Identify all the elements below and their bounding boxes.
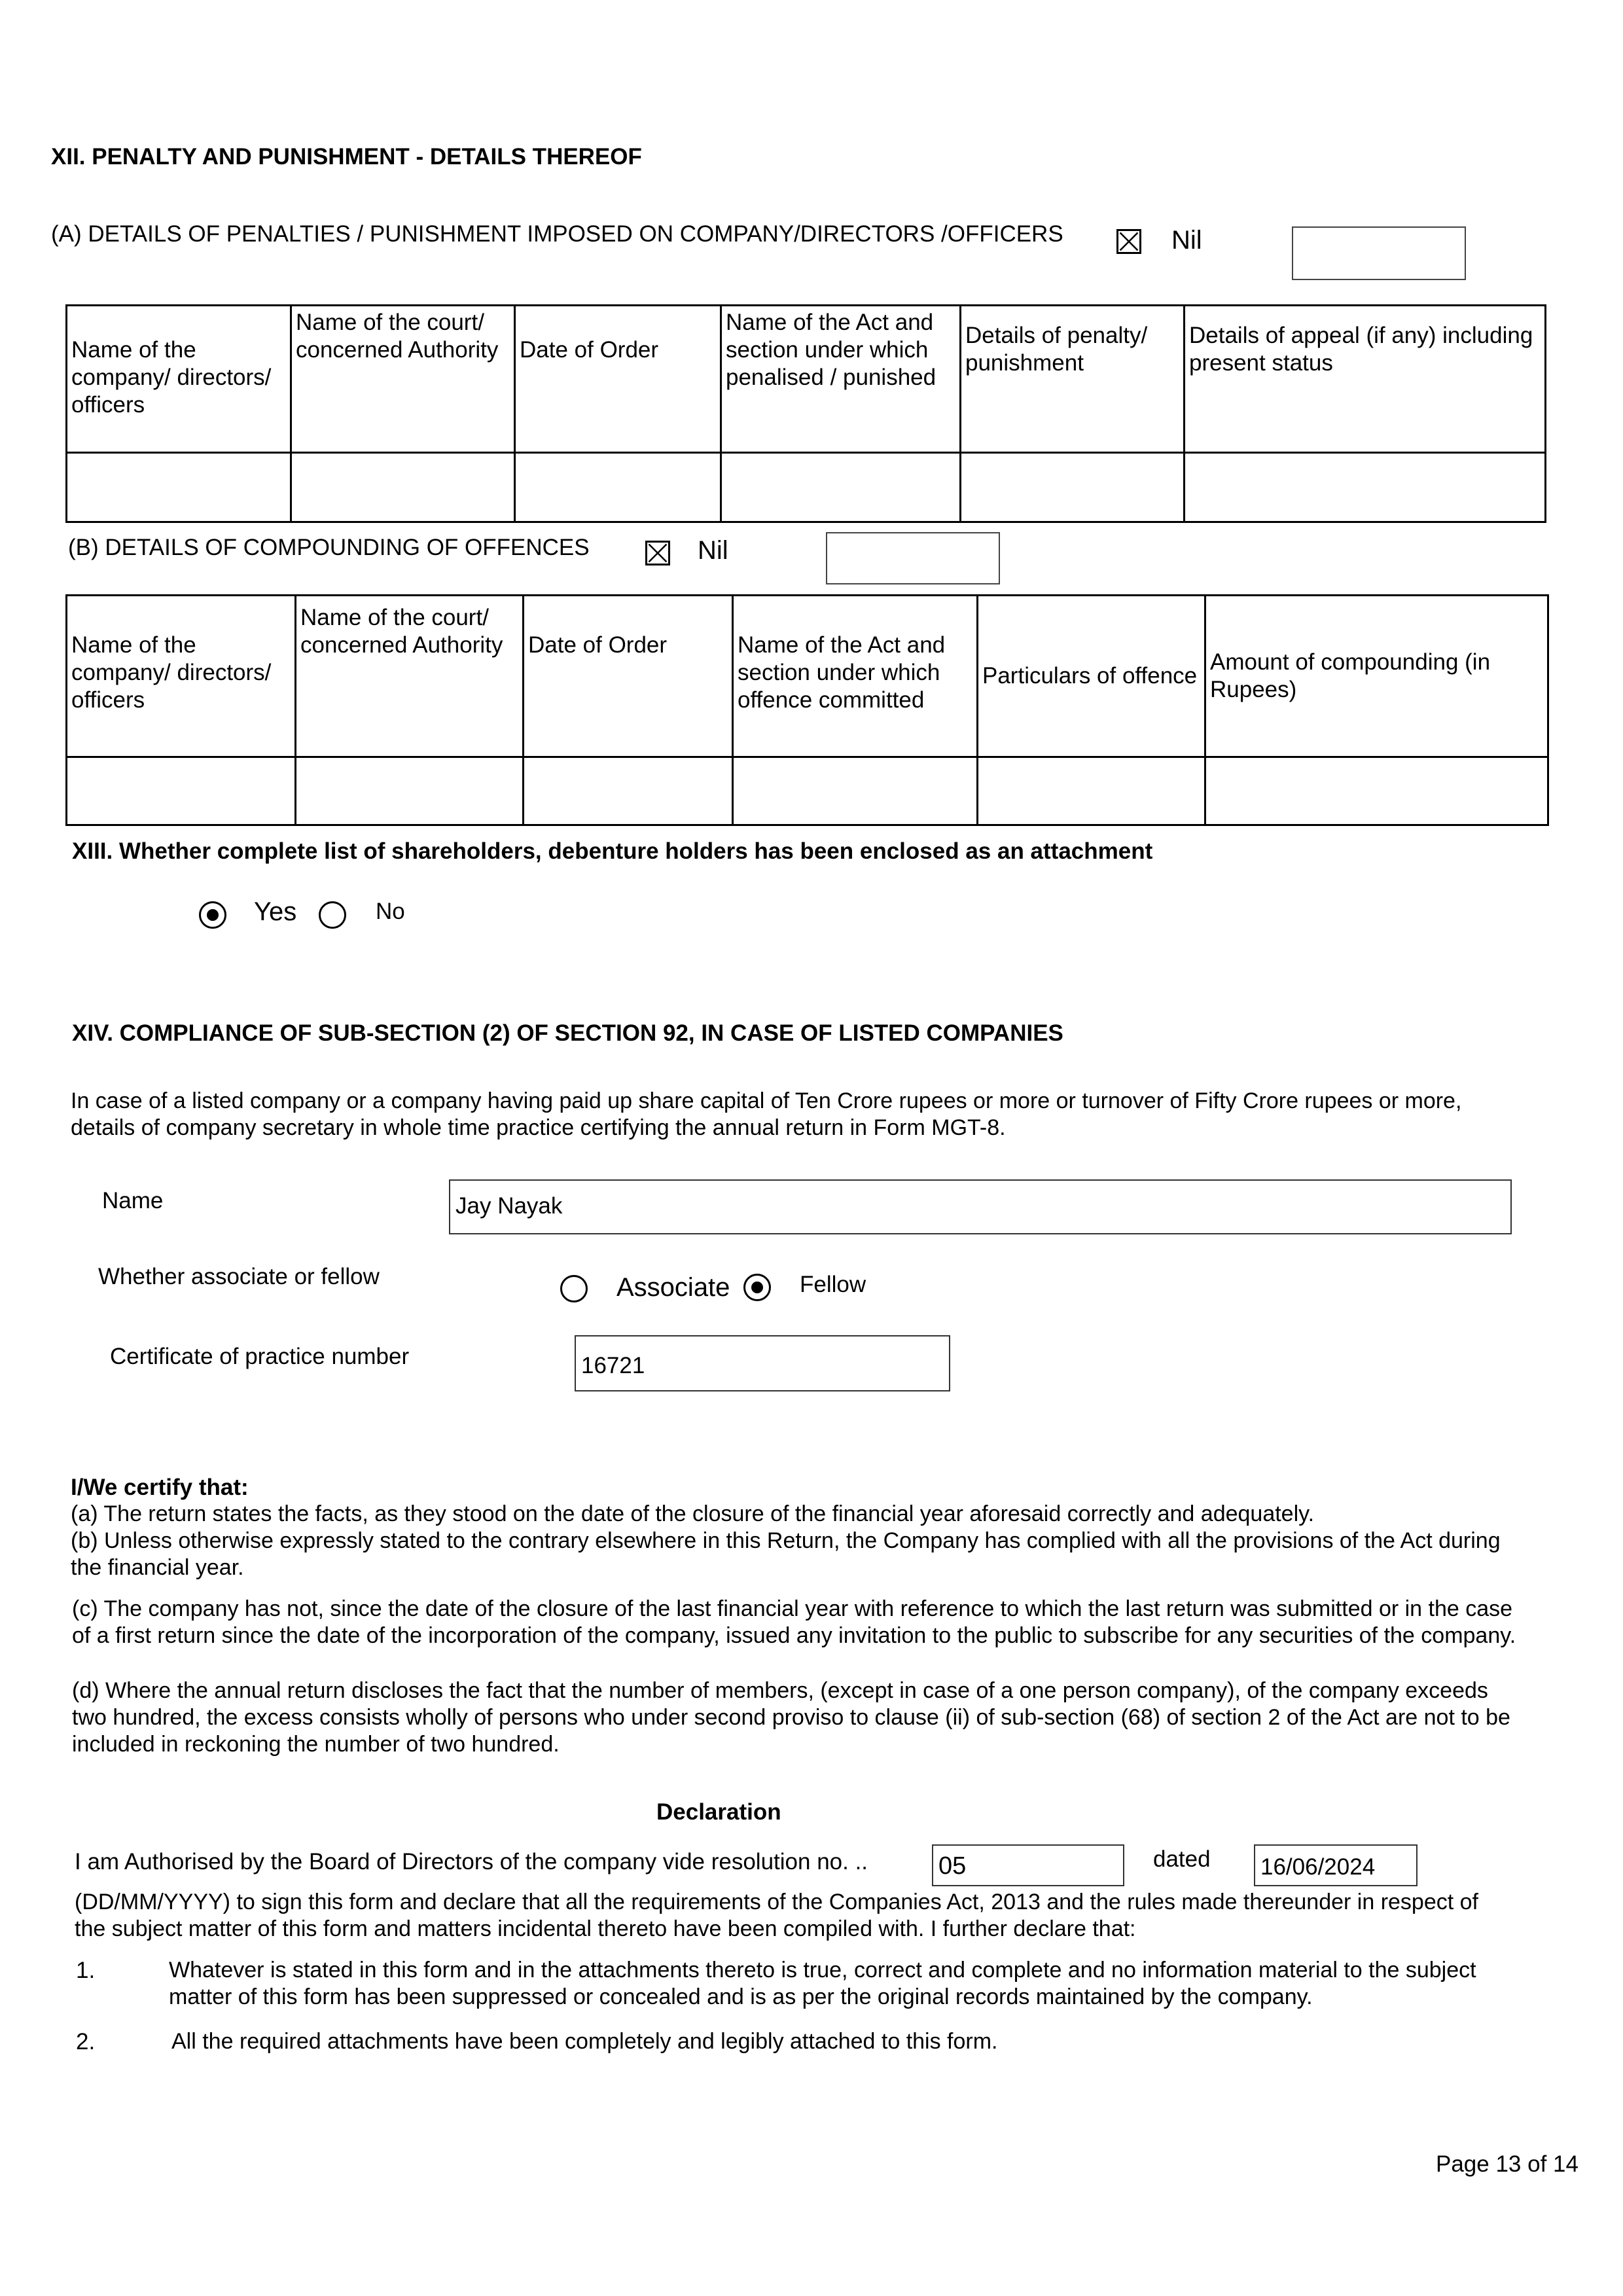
declaration-item-text: All the required attachments have been completely and legibly attached to this form. — [171, 2029, 998, 2054]
table-row — [67, 757, 1548, 825]
cop-label: Certificate of practice number — [110, 1344, 410, 1369]
certify-b: (b) Unless otherwise expressly stated to the contrary elsewhere in this Return, the Company has complied with all the provisions of the Act during the financial year. — [71, 1528, 1501, 1580]
table-header-cell: Particulars of offence — [978, 596, 1205, 757]
shareholders-yes-label: Yes — [254, 897, 297, 926]
table-cell[interactable] — [291, 453, 515, 522]
checkbox-cross-icon — [1118, 231, 1139, 252]
radio-selected-dot — [751, 1282, 763, 1293]
compounding-nil-checkbox[interactable] — [645, 541, 670, 565]
page-number: Page 13 of 14 — [1436, 2151, 1578, 2177]
certify-heading: I/We certify that: — [71, 1475, 249, 1500]
table-cell[interactable] — [296, 757, 524, 825]
compounding-table — [65, 594, 1549, 826]
resolution-number-field[interactable]: 05 — [932, 1844, 1124, 1886]
radio-selected-dot — [207, 909, 219, 921]
section-xiii-title: XIII. Whether complete list of shareholders, debenture holders has been enclosed as an attachment — [72, 838, 1153, 864]
associate-radio[interactable] — [560, 1275, 588, 1302]
section-xiv-intro: In case of a listed company or a company having paid up share capital of Ten Crore rupees or more or turnover of Fifty Crore rupees or more, details of company secretary in whole time practice certifying the annual return in Form MGT-8. — [71, 1088, 1462, 1140]
table-cell[interactable] — [733, 757, 978, 825]
date-field[interactable]: 16/06/2024 — [1254, 1844, 1418, 1886]
fellow-radio[interactable] — [743, 1274, 771, 1301]
cs-name-label: Name — [102, 1188, 164, 1213]
penalties-nil-field[interactable] — [1292, 226, 1466, 280]
declaration-item-text: Whatever is stated in this form and in the attachments thereto is true, correct and complete and no information material to the subject matter of this form has been suppressed or concealed and is as per the original records maintained by the company. — [169, 1958, 1476, 2009]
table-cell[interactable] — [515, 453, 721, 522]
fellow-label: Fellow — [800, 1272, 866, 1297]
table-header-cell: Date of Order — [524, 596, 733, 757]
shareholders-yes-radio[interactable] — [199, 901, 226, 929]
penalties-nil-checkbox[interactable] — [1116, 229, 1141, 254]
table-row — [67, 453, 1546, 522]
table-cell[interactable] — [1205, 757, 1548, 825]
shareholders-no-radio[interactable] — [319, 901, 346, 929]
penalties-label: (A) DETAILS OF PENALTIES / PUNISHMENT IMPOSED ON COMPANY/DIRECTORS /OFFICERS — [51, 221, 1063, 247]
table-cell[interactable] — [978, 757, 1205, 825]
compounding-nil-field[interactable] — [826, 532, 1000, 584]
penalties-nil-label: Nil — [1171, 226, 1202, 255]
declaration-body: (DD/MM/YYYY) to sign this form and declare that all the requirements of the Companies Act, 2013 and the rules made thereunder in respect of the subject matter of this form and matters incidental thereto have been compiled with. I further declare that: — [75, 1890, 1478, 1941]
certify-d: (d) Where the annual return discloses the fact that the number of members, (except in case of a one person company), of the company exceeds two hundred, the excess consists wholly of persons who under second proviso to clause (ii) of sub-section (68) of section 2 of the Act are not to be included in reckoning the number of two hundred. — [72, 1678, 1510, 1757]
dated-label: dated — [1153, 1846, 1211, 1872]
assoc-fellow-label: Whether associate or fellow — [98, 1264, 380, 1289]
declaration-line1: I am Authorised by the Board of Directors of the company vide resolution no. .. — [75, 1849, 868, 1874]
declaration-item-number: 1. — [76, 1958, 96, 1983]
table-cell[interactable] — [524, 757, 733, 825]
compounding-label: (B) DETAILS OF COMPOUNDING OF OFFENCES — [68, 535, 590, 560]
table-header-cell: Date of Order — [515, 306, 721, 453]
declaration-heading: Declaration — [656, 1799, 781, 1825]
checkbox-cross-icon — [647, 543, 668, 564]
certify-a: (a) The return states the facts, as they stood on the date of the closure of the financial year aforesaid correctly and adequately. — [71, 1501, 1315, 1526]
cs-name-field[interactable]: Jay Nayak — [449, 1179, 1512, 1234]
certify-c: (c) The company has not, since the date of the closure of the last financial year with reference to which the last return was submitted or in the case of a first return since the date of the incorporation of the company, issued any invitation to the public to subscribe for any securities of the company. — [72, 1596, 1516, 1648]
table-header-cell: Details of penalty/ punishment — [961, 306, 1185, 453]
penalties-table — [65, 304, 1546, 523]
table-cell[interactable] — [1185, 453, 1546, 522]
section-xii-title: XII. PENALTY AND PUNISHMENT - DETAILS THEREOF — [51, 144, 642, 170]
cop-field[interactable]: 16721 — [575, 1335, 950, 1391]
table-header-cell: Name of the Act and section under which penalised / punished — [721, 306, 961, 453]
table-cell[interactable] — [67, 453, 291, 522]
table-header-cell: Name of the court/ concerned Authority — [291, 306, 515, 453]
table-header-cell: Name of the company/ directors/ officers — [67, 596, 296, 757]
shareholders-no-label: No — [376, 899, 405, 924]
table-header-cell: Name of the company/ directors/ officers — [67, 306, 291, 453]
table-cell[interactable] — [721, 453, 961, 522]
compounding-nil-label: Nil — [698, 536, 728, 565]
table-header-cell: Amount of compounding (in Rupees) — [1205, 596, 1548, 757]
declaration-item-number: 2. — [76, 2029, 96, 2054]
associate-label: Associate — [616, 1273, 730, 1302]
section-xiv-title: XIV. COMPLIANCE OF SUB-SECTION (2) OF SECTION 92, IN CASE OF LISTED COMPANIES — [72, 1020, 1063, 1046]
table-header-cell: Name of the Act and section under which offence committed — [733, 596, 978, 757]
table-header-cell: Name of the court/ concerned Authority — [296, 596, 524, 757]
table-cell[interactable] — [961, 453, 1185, 522]
table-cell[interactable] — [67, 757, 296, 825]
table-header-cell: Details of appeal (if any) including present status — [1185, 306, 1546, 453]
